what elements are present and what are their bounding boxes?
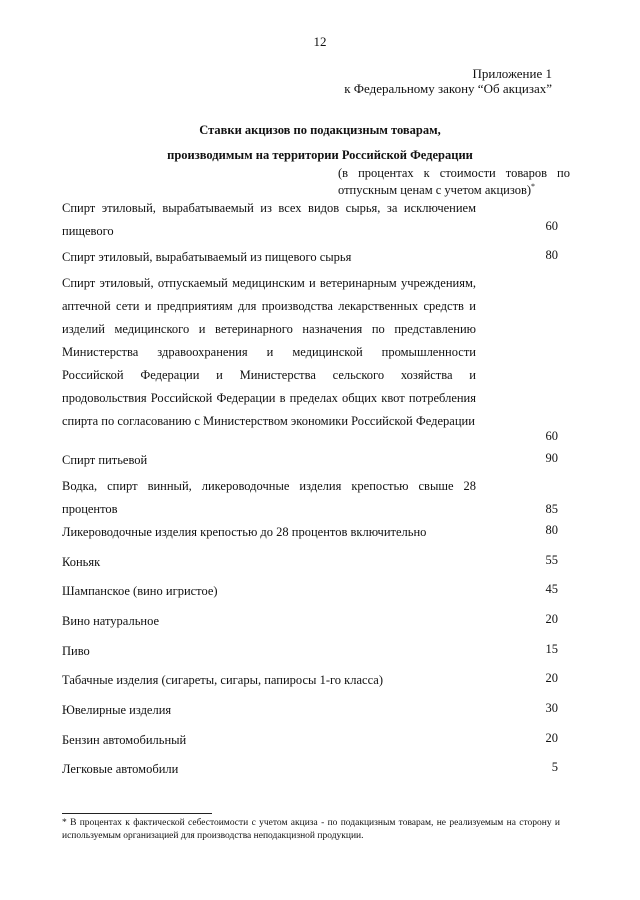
row-5-value: 85 [545,502,558,516]
units-note [338,166,570,197]
row-14-value: 5 [551,760,558,774]
row-4-value: 90 [545,451,558,465]
appendix-reference [344,66,552,96]
title-line-1: Ставки акцизов по подакцизным товарам, [199,123,441,137]
row-11-text: Табачные изделия (сигареты, сигары, папиросы 1-го класса) [62,673,383,687]
row-9-value: 20 [545,612,558,626]
row-5-text: Водка, спирт винный, ликероводочные изделия крепостью свыше 28 процентов [62,479,476,516]
document-title [60,118,580,168]
row-8-text: Шампанское (вино игристое) [62,584,218,598]
row-6-text: Ликероводочные изделия крепостью до 28 процентов включительно [62,525,427,539]
row-12-value: 30 [545,701,558,715]
row-8-value: 45 [545,582,558,596]
footnote-divider [62,813,212,814]
row-7-value: 55 [545,553,558,567]
units-footnote-mark: * [531,182,536,191]
row-1-value: 60 [545,219,558,233]
row-13-text: Бензин автомобильный [62,733,187,747]
row-9-text: Вино натуральное [62,614,160,628]
row-2-value: 80 [545,248,558,262]
row-4-text: Спирт питьевой [62,453,148,467]
row-3-value: 60 [545,429,558,443]
row-13-value: 20 [545,731,558,745]
units-note-text: (в процентах к стоимости товаров по отпускным ценам с учетом акцизов) [338,166,570,198]
row-2-text: Спирт этиловый, вырабатываемый из пищевого сырья [62,250,352,264]
appendix-line-1: Приложение 1 [472,66,552,81]
footnote: * В процентах к фактической себестоимости с учетом акциза - по подакцизным товарам, не реализуемым на сторону и используемым организацией для производства неподакцизной продукции. [62,818,560,841]
title-line-2: производимым на территории Российской Федерации [167,148,473,162]
row-11-value: 20 [545,671,558,685]
row-10-value: 15 [545,642,558,656]
row-7-text: Коньяк [62,555,101,569]
row-1-text: Спирт этиловый, вырабатываемый из всех видов сырья, за исключением пищевого [62,201,476,238]
page-number: 12 [313,34,327,49]
row-12-text: Ювелирные изделия [62,703,172,717]
appendix-line-2: к Федеральному закону “Об акцизах” [344,81,552,96]
row-3-text: Спирт этиловый, отпускаемый медицинским и ветеринарным учреждениям, аптечной сети и предприятиям для производства лекарственных средств и изделий медицинского и ветеринарного назначения по представлению Министерства здравоохранения и медицинской промышленности Российской Федерации и Министерства сельского хозяйства и продовольствия Российской Федерации в пределах общих квот потребления спирта по согласованию с Министерством экономики Российской Федерации [62,276,476,428]
row-14-text: Легковые автомобили [62,762,179,776]
row-10-text: Пиво [62,644,90,658]
row-6-value: 80 [545,523,558,537]
